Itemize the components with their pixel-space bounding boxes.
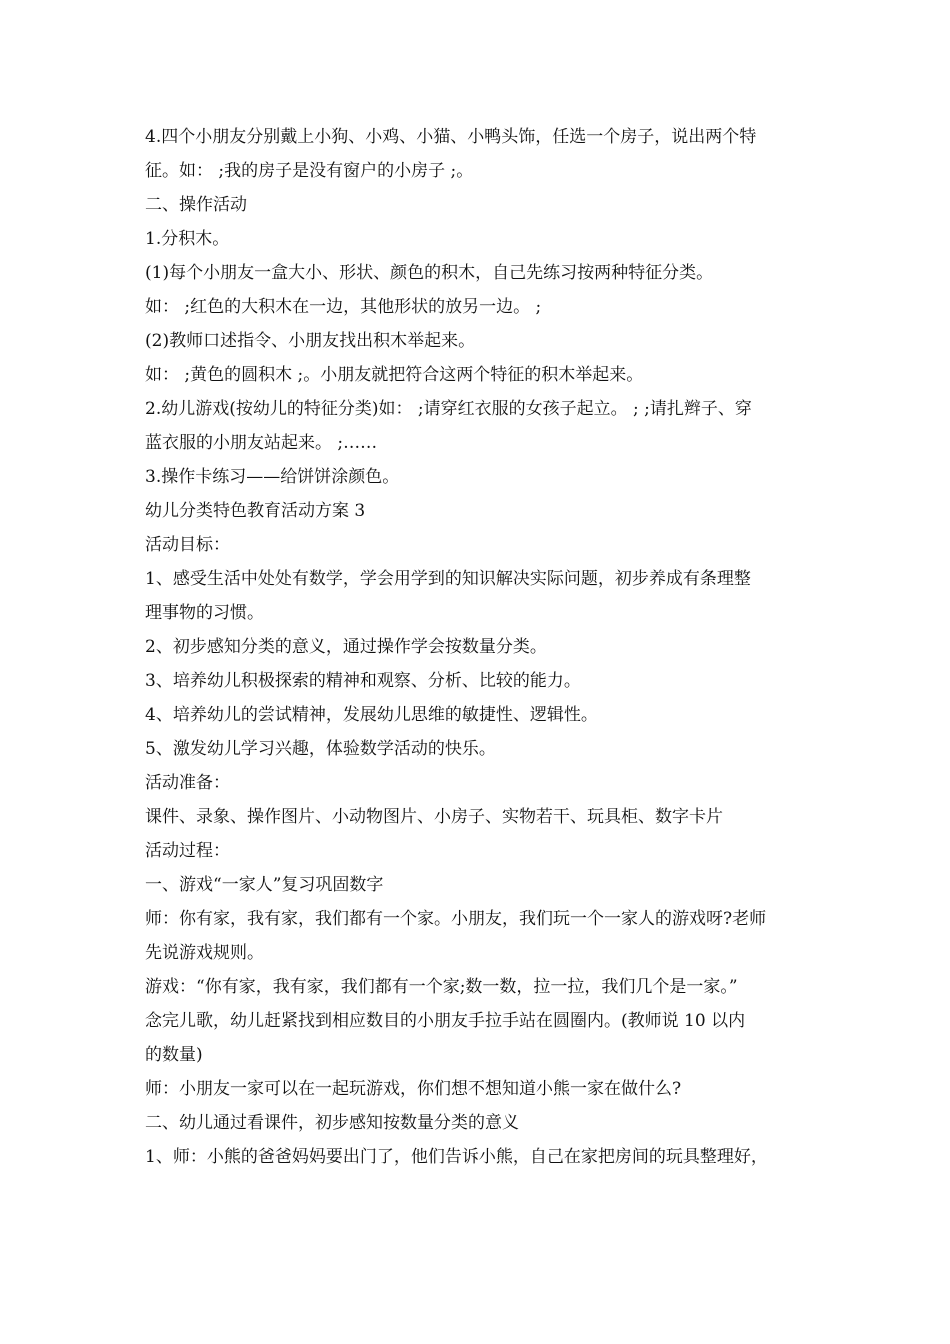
text-line-10: 蓝衣服的小朋友站起来。 ;…… (145, 433, 378, 453)
text-line-5: (1)每个小朋友一盒大小、形状、颜色的积木，自己先练习按两种特征分类。 (145, 263, 714, 283)
text-line-16: 2、初步感知分类的意义，通过操作学会按数量分类。 (145, 637, 547, 657)
text-line-25: 先说游戏规则。 (145, 943, 264, 963)
text-line-31: 1、师：小熊的爸爸妈妈要出门了，他们告诉小熊，自己在家把房间的玩具整理好， (145, 1147, 768, 1167)
text-line-9: 2.幼儿游戏(按幼儿的特征分类)如： ;请穿红衣服的女孩子起立。 ; ;请扎辫子、穿 (145, 399, 752, 419)
text-line-8: 如： ;黄色的圆积木 ;。小朋友就把符合这两个特征的积木举起来。 (145, 365, 644, 385)
section-heading-goals: 活动目标： (145, 535, 230, 555)
document-body (145, 120, 810, 1174)
text-line-7: (2)教师口述指令、小朋友找出积木举起来。 (145, 331, 476, 351)
text-line-24: 师：你有家，我有家，我们都有一个家。小朋友，我们玩一个一家人的游戏呀?老师 (145, 909, 767, 929)
text-line-26: 游戏：“你有家，我有家，我们都有一个家;数一数，拉一拉，我们几个是一家。” (145, 977, 738, 997)
text-line-6: 如： ;红色的大积木在一边，其他形状的放另一边。 ; (145, 297, 542, 317)
text-line-14: 1、感受生活中处处有数学，学会用学到的知识解决实际问题，初步养成有条理整 (145, 569, 751, 589)
section-heading-operation: 二、操作活动 (145, 195, 247, 215)
text-line-28: 的数量) (145, 1045, 203, 1065)
text-line-4: 1.分积木。 (145, 229, 230, 249)
section-heading-preparation: 活动准备： (145, 773, 230, 793)
text-line-30: 二、幼儿通过看课件，初步感知按数量分类的意义 (145, 1113, 519, 1133)
text-line-11: 3.操作卡练习——给饼饼涂颜色。 (145, 467, 400, 487)
text-line-19: 5、激发幼儿学习兴趣，体验数学活动的快乐。 (145, 739, 496, 759)
text-line-15: 理事物的习惯。 (145, 603, 264, 623)
plan-title: 幼儿分类特色教育活动方案 3 (145, 501, 366, 521)
text-line-1: 4.四个小朋友分别戴上小狗、小鸡、小猫、小鸭头饰，任选一个房子，说出两个特 (145, 127, 757, 147)
text-line-21: 课件、录象、操作图片、小动物图片、小房子、实物若干、玩具柜、数字卡片 (145, 807, 723, 827)
text-line-2: 征。如： ;我的房子是没有窗户的小房子 ;。 (145, 161, 474, 181)
text-line-27: 念完儿歌，幼儿赶紧找到相应数目的小朋友手拉手站在圆圈内。(教师说 10 以内 (145, 1011, 746, 1031)
text-line-18: 4、培养幼儿的尝试精神，发展幼儿思维的敏捷性、逻辑性。 (145, 705, 598, 725)
text-line-29: 师：小朋友一家可以在一起玩游戏，你们想不想知道小熊一家在做什么? (145, 1079, 682, 1099)
section-heading-process: 活动过程： (145, 841, 230, 861)
text-line-23: 一、游戏“一家人”复习巩固数字 (145, 875, 384, 895)
text-line-17: 3、培养幼儿积极探索的精神和观察、分析、比较的能力。 (145, 671, 581, 691)
